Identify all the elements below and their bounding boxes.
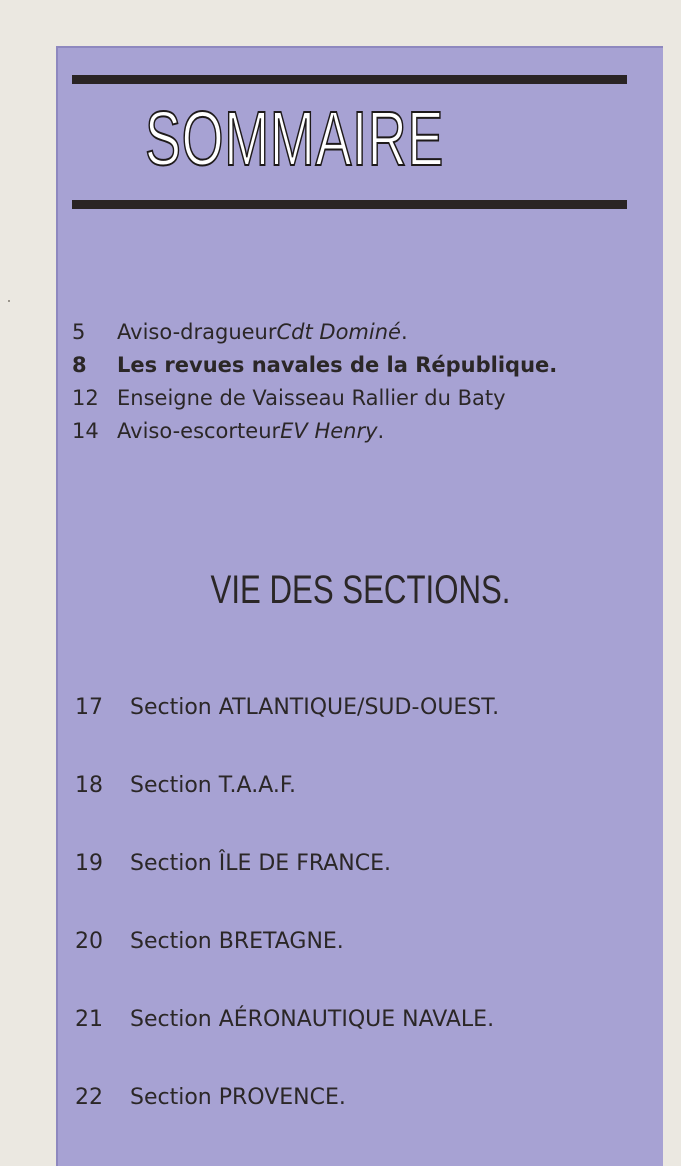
scan-speck [8, 300, 10, 302]
sections-heading: VIE DES SECTIONS. [210, 568, 511, 612]
article-title-end: . [400, 319, 408, 344]
article-title-end: . [377, 418, 385, 443]
section-page-number: 20 [75, 928, 103, 954]
article-page-number: 5 [72, 319, 86, 344]
section-item [75, 746, 499, 824]
section-item [75, 668, 499, 746]
ship-name: Cdt Dominé [276, 319, 401, 344]
section-item [75, 980, 499, 1058]
section-page-number: 17 [75, 694, 103, 720]
section-title: Section PROVENCE. [130, 1084, 346, 1110]
article-title: Les revues navales de la République. [117, 352, 558, 377]
section-title: Section AÉRONAUTIQUE NAVALE. [130, 1006, 495, 1032]
ship-name: EV Henry [280, 418, 378, 443]
page-title: SOMMAIRE [145, 96, 445, 182]
article-title: Enseigne de Vaisseau Rallier du Baty [117, 385, 506, 410]
section-list [75, 668, 499, 1136]
article-item [72, 414, 557, 447]
section-title: Section ÎLE DE FRANCE. [130, 850, 392, 876]
article-title: Aviso-dragueur [117, 319, 277, 344]
article-item [72, 315, 557, 348]
section-title: Section T.A.A.F. [130, 772, 296, 798]
bottom-rule [72, 200, 627, 209]
section-title: Section BRETAGNE. [130, 928, 344, 954]
article-title: Aviso-escorteur [117, 418, 281, 443]
article-list [72, 315, 557, 447]
article-page-number: 8 [72, 352, 87, 377]
section-page-number: 22 [75, 1084, 103, 1110]
article-item [72, 381, 557, 414]
section-item [75, 824, 499, 902]
article-page-number: 14 [72, 418, 99, 443]
section-page-number: 18 [75, 772, 103, 798]
article-item [72, 348, 557, 381]
article-page-number: 12 [72, 385, 99, 410]
section-page-number: 21 [75, 1006, 103, 1032]
section-item [75, 902, 499, 980]
section-item [75, 1058, 499, 1136]
contents-panel [56, 46, 663, 1166]
section-title: Section ATLANTIQUE/SUD-OUEST. [130, 694, 500, 720]
section-page-number: 19 [75, 850, 103, 876]
